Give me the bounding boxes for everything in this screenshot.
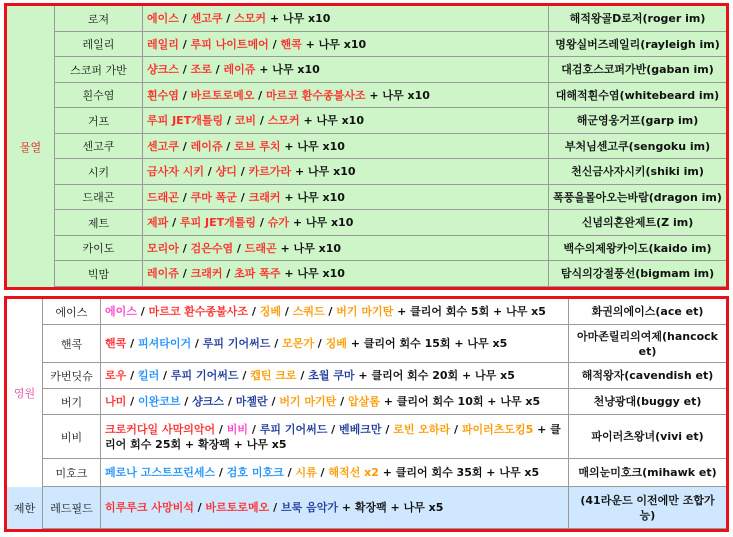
ingredient: 검호 미호크 — [226, 466, 284, 479]
table-row — [55, 108, 726, 134]
recipe-text — [147, 266, 345, 281]
recipe-cell — [101, 459, 569, 487]
table-row — [55, 57, 726, 83]
recipe-text — [147, 11, 330, 26]
recipe-extra: + 클리어 회수 20회 + 나무 x5 — [358, 369, 515, 382]
recipe-cell — [143, 6, 549, 32]
ingredient: 모리아 — [147, 241, 179, 255]
separator: / — [381, 422, 394, 436]
unit-name-cell — [55, 6, 143, 32]
recipe-extra: + 클리어 회수 10회 + 나무 x5 — [383, 395, 541, 408]
result-unit: 천신금사자시키(shiki im) — [571, 165, 704, 178]
separator: / — [248, 305, 260, 318]
recipe-text — [105, 500, 443, 515]
ingredient: 검은수염 — [190, 241, 234, 255]
result-cell — [549, 57, 726, 83]
recipe-text — [105, 304, 546, 319]
recipe-cell — [143, 210, 549, 236]
ingredient: 레이쥬 — [190, 139, 223, 153]
separator: / — [248, 422, 260, 436]
recipe-text — [147, 37, 366, 52]
recipe-text — [147, 241, 341, 256]
recipe-text — [147, 190, 345, 205]
separator: / — [283, 466, 296, 479]
ingredient: 레일리 — [147, 37, 179, 51]
separator: / — [180, 395, 193, 408]
unit-name-cell — [55, 261, 143, 287]
ingredient: 스쿼드 — [292, 305, 325, 318]
recipe-text — [147, 164, 356, 179]
separator: / — [178, 63, 191, 76]
unit-name: 흰수염 — [82, 89, 115, 102]
ingredient: 카르가라 — [248, 165, 292, 178]
unit-name-cell — [43, 389, 101, 415]
ingredient: 루피 기어써드 — [170, 369, 239, 382]
unit-name: 에이스 — [55, 305, 88, 319]
group-label-hero — [7, 299, 43, 487]
ingredient: 드래곤 — [147, 190, 179, 204]
table-row — [55, 236, 726, 261]
ingredient: 루피 JET개틀링 — [179, 216, 257, 229]
separator: / — [324, 305, 337, 318]
recipe-extra: + 나무 x10 — [292, 216, 354, 229]
ingredient: 루피 나이트메어 — [190, 37, 269, 51]
ingredient: 초월 쿠마 — [308, 369, 355, 382]
separator: / — [256, 216, 268, 229]
table-row — [55, 185, 726, 210]
ingredient: 시류 — [295, 466, 317, 479]
unit-name: 미호크 — [55, 466, 88, 480]
separator: / — [238, 369, 251, 382]
recipe-extra: + 나무 x10 — [284, 139, 345, 153]
unit-name-cell — [55, 32, 143, 57]
separator: / — [254, 88, 267, 102]
unit-name-cell — [43, 415, 101, 459]
recipe-extra: + 나무 x10 — [294, 165, 356, 178]
ingredient: 스모커 — [234, 12, 267, 25]
unit-name-cell — [55, 210, 143, 236]
result-cell — [549, 108, 726, 134]
legend-combination-table — [4, 3, 729, 290]
table-row — [55, 134, 726, 159]
ingredient: 쿠마 폭군 — [190, 190, 237, 204]
unit-name: 카이도 — [82, 242, 115, 255]
separator: / — [126, 395, 138, 408]
result-cell — [549, 134, 726, 159]
ingredient: 마르코 환수종불사조 — [148, 305, 249, 318]
result-unit: 폭풍을몰아오는바람(dragon im) — [553, 190, 722, 204]
separator: / — [270, 337, 283, 350]
ingredient: 에이스 — [105, 305, 137, 318]
ingredient: 킬러 — [137, 369, 160, 382]
ingredient: 이완코브 — [137, 395, 181, 408]
recipe-cell — [101, 299, 569, 325]
separator: / — [168, 216, 180, 229]
ingredient: 파이러츠도킹5 — [461, 422, 534, 436]
result-unit: 화권의에이스(ace et) — [591, 305, 704, 318]
ingredient: 루피 기어써드 — [202, 337, 271, 350]
separator: / — [269, 501, 281, 514]
recipe-text — [147, 62, 320, 77]
recipe-extra: + 나무 x10 — [303, 114, 364, 127]
separator: / — [126, 369, 138, 382]
separator: / — [223, 114, 235, 127]
group-label-text: 제한 — [13, 502, 36, 515]
separator: / — [336, 395, 348, 408]
separator: / — [211, 63, 224, 76]
separator: / — [215, 422, 227, 436]
separator: / — [222, 267, 235, 280]
ingredient: 페로나 고스트프린세스 — [105, 466, 216, 479]
ingredient: 슈가 — [267, 216, 289, 229]
recipe-extra: + 나무 x10 — [305, 37, 367, 51]
separator: / — [178, 190, 191, 204]
recipe-cell — [143, 159, 549, 185]
unit-name-cell — [43, 325, 101, 363]
result-unit: 파이러츠왕녀(vivi et) — [591, 430, 704, 443]
recipe-cell — [143, 108, 549, 134]
table-row — [55, 6, 726, 32]
ingredient: 마젤란 — [235, 395, 268, 408]
recipe-extra: + 클리어 회수 5회 + 나무 x5 — [397, 305, 546, 318]
result-cell — [569, 325, 726, 363]
ingredient: 크로커다일 사막의악어 — [105, 422, 216, 436]
ingredient: 조로 — [190, 63, 212, 76]
result-unit: 대해적흰수염(whitebeard im) — [555, 88, 720, 102]
recipe-cell — [101, 389, 569, 415]
recipe-text — [105, 336, 507, 351]
result-cell — [569, 459, 726, 487]
unit-name: 빅맘 — [87, 267, 110, 281]
result-unit: 백수의제왕카이도(kaido im) — [563, 241, 712, 255]
hero-combination-table — [4, 296, 729, 532]
ingredient: 로빈 오하라 — [393, 422, 451, 436]
ingredient: 바르토로메오 — [190, 88, 255, 102]
separator: / — [136, 305, 149, 318]
ingredient: 스모커 — [267, 114, 300, 127]
unit-name: 레드필드 — [50, 501, 93, 515]
result-cell — [549, 210, 726, 236]
ingredient: 크래커 — [190, 267, 223, 280]
separator: / — [222, 139, 235, 153]
table-row — [43, 415, 726, 459]
group-label-legend — [7, 6, 55, 287]
result-unit: 해적왕자(cavendish et) — [581, 369, 714, 382]
separator: / — [281, 305, 293, 318]
result-unit: (41라운드 이전에만 조합가능) — [580, 493, 715, 522]
unit-name-cell — [55, 108, 143, 134]
separator: / — [256, 114, 268, 127]
separator: / — [126, 337, 138, 350]
separator: / — [267, 395, 280, 408]
ingredient: 샹디 — [215, 165, 237, 178]
group-label-text: 영원 — [13, 387, 36, 400]
ingredient: 해적선 x2 — [328, 466, 379, 479]
ingredient: 마르코 환수종불사조 — [266, 88, 366, 102]
separator: / — [178, 37, 191, 51]
recipe-cell — [143, 57, 549, 83]
recipe-cell — [143, 83, 549, 108]
result-unit: 대검호스코퍼가반(gaban im) — [561, 63, 714, 76]
separator: / — [236, 190, 249, 204]
recipe-extra: + 나무 x10 — [259, 63, 320, 76]
separator: / — [313, 337, 326, 350]
unit-name: 스코퍼 가반 — [70, 63, 127, 77]
result-cell — [549, 32, 726, 57]
result-unit: 아마존릴리의여제(hancock et) — [576, 329, 719, 358]
separator: / — [193, 501, 206, 514]
separator: / — [236, 165, 249, 178]
recipe-text — [105, 422, 564, 452]
separator: / — [178, 139, 191, 153]
separator: / — [159, 369, 171, 382]
ingredient: 브룩 음악가 — [280, 501, 338, 514]
table-row — [55, 32, 726, 57]
recipe-text — [105, 394, 540, 409]
recipe-text — [147, 113, 364, 128]
ingredient: 버기 마기탄 — [279, 395, 337, 408]
separator: / — [178, 241, 191, 255]
unit-name-cell — [55, 83, 143, 108]
ingredient: 핸콕 — [105, 337, 127, 350]
ingredient: 드래곤 — [244, 241, 277, 255]
ingredient: 샹크스 — [147, 63, 179, 76]
recipe-cell — [101, 487, 569, 529]
ingredient: 코비 — [234, 114, 257, 127]
ingredient: 센고쿠 — [190, 12, 223, 25]
unit-name: 거프 — [87, 114, 110, 128]
unit-name: 시키 — [87, 165, 110, 179]
recipe-extra: + 확장팩 + 나무 x5 — [341, 501, 444, 514]
unit-name-cell — [43, 459, 101, 487]
group-label-limited — [7, 487, 43, 529]
ingredient: 금사자 시키 — [147, 165, 204, 178]
separator: / — [178, 88, 191, 102]
recipe-text — [105, 368, 515, 383]
ingredient: 루피 기어써드 — [259, 422, 328, 436]
ingredient: 루피 JET개틀링 — [147, 114, 224, 127]
ingredient: 캡틴 크로 — [250, 369, 297, 382]
recipe-text — [105, 465, 539, 480]
unit-name-cell — [43, 299, 101, 325]
ingredient: 핸콕 — [280, 37, 302, 51]
separator: / — [222, 12, 235, 25]
ingredient: 레이쥬 — [147, 267, 179, 280]
result-unit: 천냥광대(buggy et) — [593, 395, 702, 408]
unit-name-cell — [43, 487, 101, 529]
ingredient: 히루루크 사망비석 — [105, 501, 194, 514]
unit-name-cell — [55, 159, 143, 185]
ingredient: 징베 — [325, 337, 347, 350]
table-row — [43, 363, 726, 389]
ingredient: 로브 루치 — [234, 139, 281, 153]
recipe-cell — [143, 134, 549, 159]
result-cell — [549, 83, 726, 108]
ingredient: 초파 폭주 — [234, 267, 281, 280]
ingredient: 레이쥬 — [223, 63, 256, 76]
table-row — [43, 487, 726, 529]
separator: / — [224, 395, 236, 408]
separator: / — [203, 165, 216, 178]
separator: / — [296, 369, 309, 382]
result-cell — [549, 185, 726, 210]
ingredient: 센고쿠 — [147, 139, 179, 153]
ingredient: 크래커 — [248, 190, 281, 204]
recipe-text — [147, 139, 345, 154]
separator: / — [178, 267, 191, 280]
ingredient: 버기 마기탄 — [336, 305, 394, 318]
recipe-cell — [143, 236, 549, 261]
separator: / — [327, 422, 340, 436]
result-cell — [569, 415, 726, 459]
result-cell — [569, 299, 726, 325]
result-unit: 매의눈미호크(mihawk et) — [578, 466, 717, 479]
unit-name: 핸콕 — [60, 337, 83, 351]
result-unit: 해군영웅거프(garp im) — [576, 114, 699, 127]
result-unit: 해적왕골D로저(roger im) — [569, 12, 706, 25]
table-row — [55, 261, 726, 287]
result-cell — [549, 236, 726, 261]
separator: / — [233, 241, 245, 255]
ingredient: 흰수염 — [147, 88, 179, 102]
recipe-extra: + 나무 x10 — [269, 12, 331, 25]
ingredient: 로우 — [105, 369, 127, 382]
recipe-extra: + 나무 x10 — [369, 88, 430, 102]
ingredient: 압살롬 — [347, 395, 380, 408]
unit-name: 비비 — [60, 430, 83, 444]
recipe-text — [147, 88, 430, 103]
separator: / — [268, 37, 281, 51]
unit-name-cell — [55, 185, 143, 210]
separator: / — [178, 12, 191, 25]
result-unit: 신념의혼완제트(Z im) — [581, 216, 694, 229]
separator: / — [215, 466, 227, 479]
ingredient: 샹크스 — [192, 395, 225, 408]
separator: / — [450, 422, 462, 436]
recipe-text — [147, 215, 353, 230]
unit-name-cell — [43, 363, 101, 389]
unit-name-cell — [55, 236, 143, 261]
unit-name: 버기 — [60, 395, 83, 409]
result-cell — [569, 487, 726, 529]
result-cell — [549, 159, 726, 185]
ingredient: 피셔타이거 — [137, 337, 192, 350]
recipe-cell — [101, 415, 569, 459]
table-row — [55, 210, 726, 236]
separator: / — [316, 466, 329, 479]
unit-name: 레일리 — [82, 38, 115, 51]
ingredient: 에이스 — [147, 12, 179, 25]
ingredient: 비비 — [226, 422, 249, 436]
separator: / — [191, 337, 203, 350]
unit-name: 센고쿠 — [82, 140, 115, 153]
recipe-cell — [143, 261, 549, 287]
recipe-extra: + 나무 x10 — [284, 190, 345, 204]
table-row — [55, 83, 726, 108]
recipe-cell — [101, 363, 569, 389]
recipe-cell — [101, 325, 569, 363]
result-cell — [569, 389, 726, 415]
result-unit: 명왕실버즈레일리(rayleigh im) — [555, 37, 720, 51]
recipe-cell — [143, 185, 549, 210]
recipe-extra: + 나무 x10 — [284, 267, 345, 280]
unit-name: 로져 — [87, 12, 110, 26]
table-row — [43, 325, 726, 363]
ingredient: 제파 — [147, 216, 169, 229]
unit-name: 제트 — [87, 216, 110, 230]
unit-name: 드래곤 — [82, 191, 115, 204]
recipe-cell — [143, 32, 549, 57]
recipe-extra: + 클리어 회수 15회 + 나무 x5 — [350, 337, 508, 350]
ingredient: 나미 — [105, 395, 127, 408]
table-row — [43, 299, 726, 325]
result-unit: 부처님센고쿠(sengoku im) — [564, 139, 711, 153]
ingredient: 징베 — [259, 305, 281, 318]
table-row — [43, 459, 726, 487]
table-row — [43, 389, 726, 415]
result-unit: 탐식의강절풍선(bigmam im) — [560, 267, 715, 280]
recipe-extra: + 나무 x10 — [280, 241, 342, 255]
ingredient: 바르토로메오 — [205, 501, 270, 514]
result-cell — [569, 363, 726, 389]
unit-name: 카번딧슈 — [50, 369, 93, 383]
result-cell — [549, 261, 726, 287]
unit-name-cell — [55, 134, 143, 159]
table-row — [55, 159, 726, 185]
recipe-extra: + 클리어 회수 25회 + 확장팩 + 나무 x5 — [105, 422, 561, 451]
unit-name-cell — [55, 57, 143, 83]
ingredient: 모몬가 — [282, 337, 314, 350]
result-cell — [549, 6, 726, 32]
recipe-extra: + 클리어 회수 35회 + 나무 x5 — [382, 466, 540, 479]
group-label-text: 물열 — [19, 140, 42, 154]
ingredient: 벤베크만 — [339, 422, 382, 436]
